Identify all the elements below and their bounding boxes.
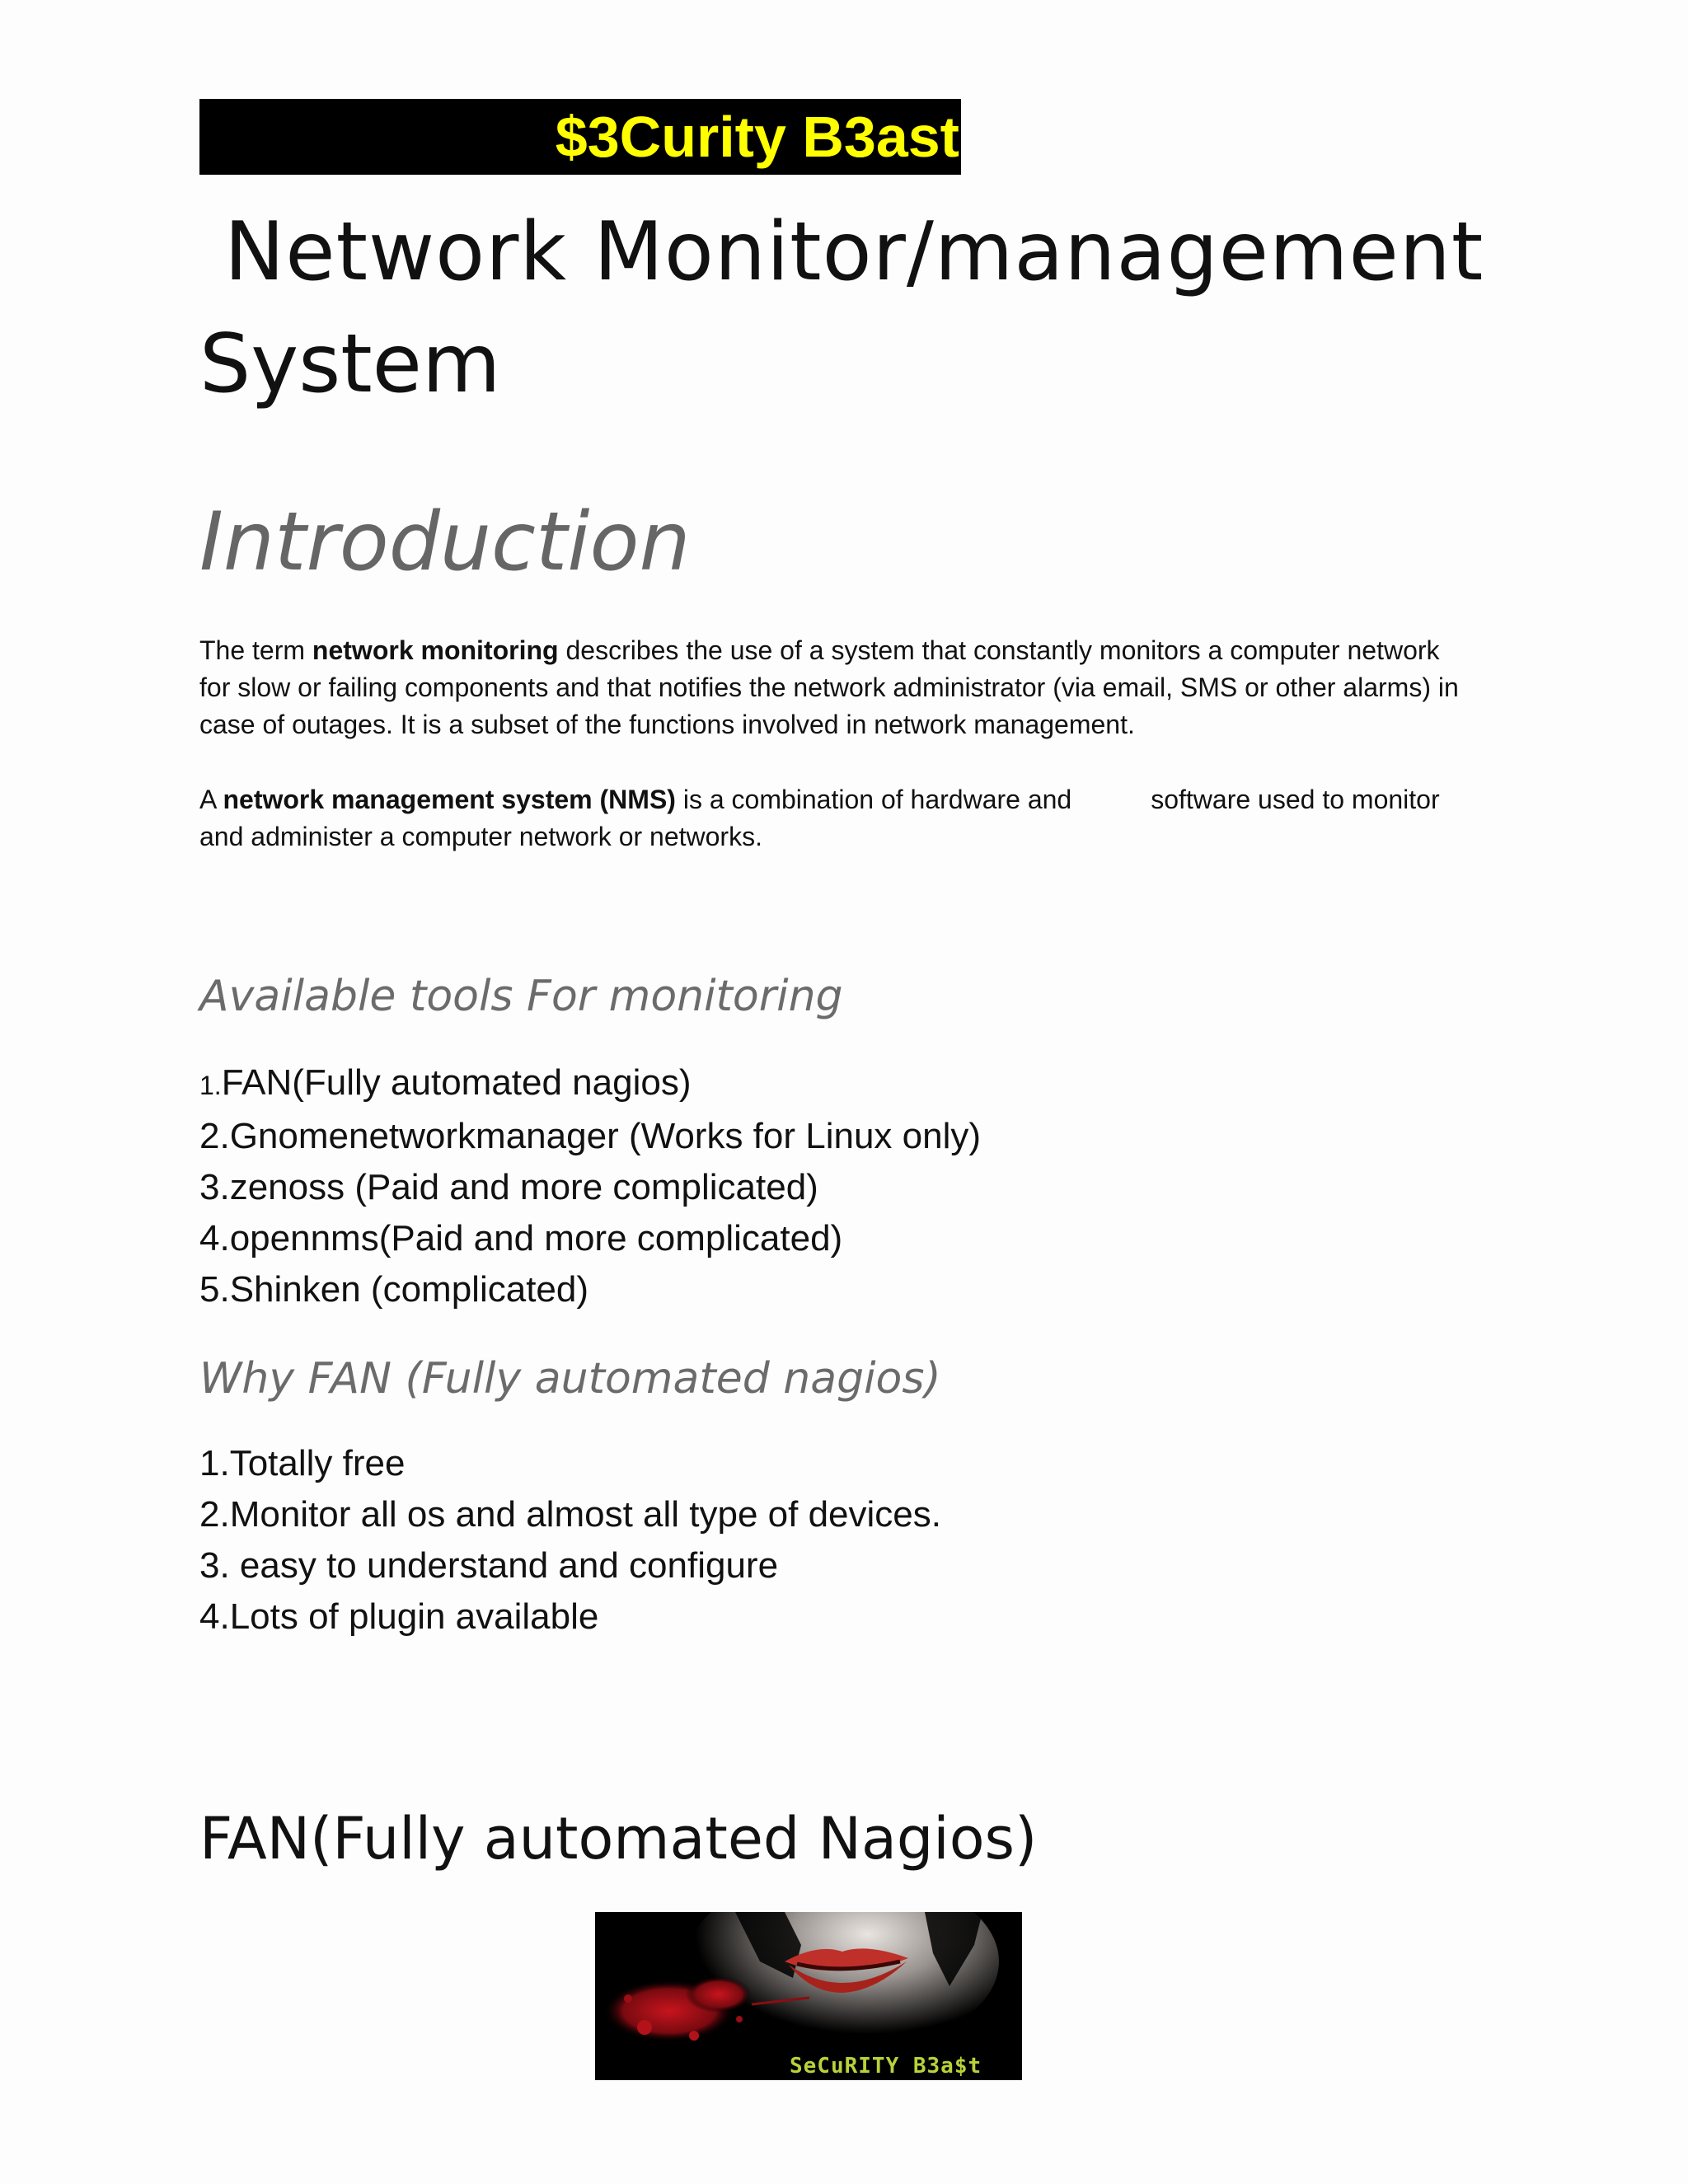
list-item-number: 4. bbox=[199, 1218, 230, 1258]
security-beast-logo bbox=[595, 1912, 1022, 2080]
list-item-text: opennms(Paid and more complicated) bbox=[229, 1218, 843, 1258]
list-item-text: Shinken (complicated) bbox=[229, 1269, 589, 1310]
list-item: 1.Totally free bbox=[199, 1443, 406, 1483]
introduction-heading: Introduction bbox=[199, 495, 691, 589]
brand-banner-text: $3Curity B3ast bbox=[555, 105, 959, 169]
introduction-paragraph-1 bbox=[199, 632, 1469, 743]
why-fan-heading: Why FAN (Fully automated nagios) bbox=[199, 1354, 941, 1404]
paragraph-1-pre: The term bbox=[199, 635, 312, 665]
list-item-number: 1. bbox=[199, 1071, 222, 1100]
tools-list bbox=[199, 1057, 981, 1315]
list-item bbox=[199, 1111, 981, 1162]
logo-caption: SeCuRITY B3a$t bbox=[790, 2054, 982, 2079]
list-item: 3. easy to understand and configure bbox=[199, 1545, 779, 1586]
list-item-number: 2. bbox=[199, 1116, 230, 1156]
introduction-paragraph-2 bbox=[199, 781, 1469, 855]
list-item-number: 3. bbox=[199, 1167, 230, 1207]
list-item bbox=[199, 1162, 981, 1213]
page-title-line-1: Network Monitor/management bbox=[224, 205, 1484, 299]
paragraph-2-bold-term: network management system (NMS) bbox=[223, 785, 676, 814]
list-item-text: zenoss (Paid and more complicated) bbox=[229, 1167, 818, 1207]
paragraph-2-pre: A bbox=[199, 785, 223, 814]
page-title bbox=[199, 196, 1518, 420]
list-item-number: 5. bbox=[199, 1269, 230, 1310]
fan-section-heading: FAN(Fully automated Nagios) bbox=[199, 1805, 1038, 1872]
paragraph-2-post: software used to monitor and administer a computer network or networks. bbox=[199, 785, 1440, 851]
list-item-text: Gnomenetworkmanager (Works for Linux only) bbox=[229, 1116, 982, 1156]
paragraph-1-bold-term: network monitoring bbox=[312, 635, 559, 665]
list-item bbox=[199, 1057, 981, 1111]
page-title-line-2: System bbox=[199, 317, 501, 411]
list-item-text: FAN(Fully automated nagios) bbox=[221, 1062, 692, 1103]
brand-banner bbox=[199, 99, 961, 175]
list-item bbox=[199, 1213, 981, 1264]
list-item: 4.Lots of plugin available bbox=[199, 1596, 599, 1637]
list-item: 2.Monitor all os and almost all type of devices. bbox=[199, 1494, 942, 1535]
why-fan-list bbox=[199, 1438, 941, 1643]
tools-heading: Available tools For monitoring bbox=[199, 972, 843, 1021]
paragraph-1-post: describes the use of a system that constantly monitors a computer network for slow or failing components and that notifies the network administrator (via email, SMS or other alarms) in case of outages. It is a subset of the functions involved in network management. bbox=[199, 635, 1459, 739]
list-item bbox=[199, 1264, 981, 1315]
paragraph-2-mid: is a combination of hardware and bbox=[675, 785, 1072, 814]
